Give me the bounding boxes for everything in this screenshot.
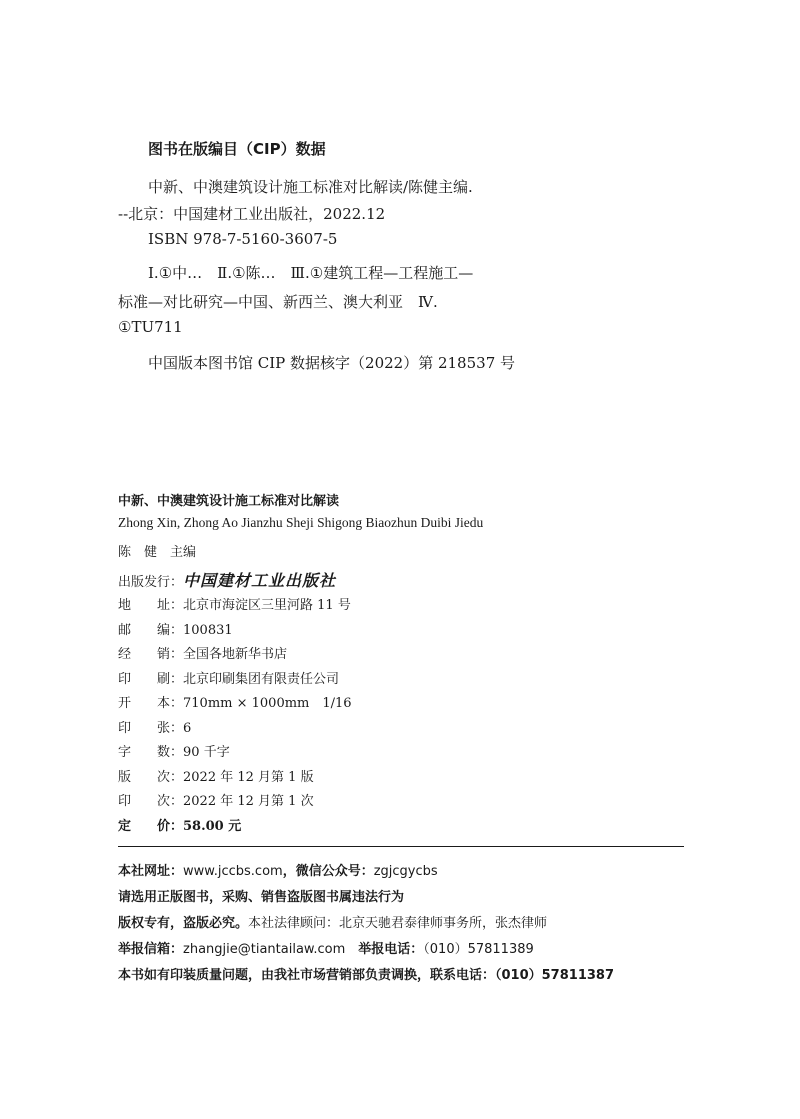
legal-counsel: 本社法律顾问：北京天驰君泰律师事务所，张杰律师 (248, 916, 548, 931)
wechat-label: ，微信公众号： (282, 864, 374, 879)
cip-subject-line1: Ⅰ.①中… Ⅱ.①陈… Ⅲ.①建筑工程—工程施工— (148, 264, 474, 282)
colophon-field-row (118, 790, 314, 809)
colophon-field-row (118, 668, 339, 687)
cip-entry-line2: --北京：中国建材工业出版社，2022.12 (118, 205, 386, 223)
cip-heading: 图书在版编目（CIP）数据 (148, 140, 326, 158)
report-row (118, 938, 534, 957)
colophon-field-label: 版 次： (118, 769, 184, 785)
copyright-notice: 版权专有，盗版必究。 (118, 916, 249, 931)
colophon-field-label: 开 本： (118, 696, 184, 711)
website-url[interactable]: www.jccbs.com (183, 864, 283, 879)
colophon-field-value: 2022 年 12 月第 1 次 (183, 794, 314, 809)
colophon-field-label: 定 价： (118, 818, 184, 834)
cip-isbn: ISBN 978-7-5160-3607-5 (148, 230, 338, 248)
colophon-field-value: 北京印刷集团有限责任公司 (183, 671, 340, 687)
wechat-account: zgjcgycbs (373, 864, 438, 879)
print-issue-notice: 本书如有印装质量问题，由我社市场营销部负责调换，联系电话：（010）57811387 (118, 968, 614, 983)
colophon-field-row (118, 741, 230, 760)
divider-line (118, 846, 684, 847)
book-title: 中新、中澳建筑设计施工标准对比解读 (118, 494, 340, 509)
colophon-field-label: 印 刷： (118, 671, 184, 687)
colophon-field-label: 字 数： (118, 745, 184, 760)
colophon-field-value: 6 (183, 720, 192, 736)
colophon-field-value: 58.00 元 (183, 818, 242, 834)
colophon-field-label: 地 址： (118, 598, 184, 613)
cip-subject-line2: 标准—对比研究—中国、新西兰、澳大利亚 Ⅳ. (118, 293, 438, 311)
colophon-field-value: 90 千字 (183, 745, 230, 760)
colophon-field-row (118, 766, 314, 785)
piracy-notice: 请选用正版图书，采购、销售盗版图书属违法行为 (118, 890, 405, 905)
colophon-field-label: 邮 编： (118, 622, 184, 638)
colophon-field-row (118, 692, 352, 711)
colophon-field-row (118, 594, 351, 613)
colophon-field-label: 印 次： (118, 794, 184, 809)
report-phone: （010）57811389 (423, 942, 534, 957)
report-phone-label: 举报电话： (345, 942, 424, 957)
publisher-label: 出版发行： (118, 575, 184, 590)
report-email-label: 举报信箱： (118, 942, 184, 957)
colophon-field-row (118, 643, 287, 662)
colophon-field-value: 2022 年 12 月第 1 版 (183, 769, 314, 785)
colophon-field-row (118, 815, 241, 834)
website-label: 本社网址： (118, 864, 184, 879)
colophon-field-value: 710mm × 1000mm 1/16 (183, 696, 352, 711)
editor: 陈 健 主编 (118, 545, 197, 560)
colophon-field-label: 印 张： (118, 720, 184, 736)
colophon-field-row (118, 717, 191, 736)
publisher-logo: 中国建材工业出版社 (183, 571, 337, 590)
publisher-row (118, 568, 336, 591)
colophon-field-value: 全国各地新华书店 (183, 647, 288, 662)
website-row (118, 860, 438, 879)
colophon-field-label: 经 销： (118, 647, 184, 662)
report-email[interactable]: zhangjie@tiantailaw.com (183, 942, 346, 957)
colophon-field-value: 北京市海淀区三里河路 11 号 (183, 598, 351, 613)
book-title-pinyin: Zhong Xin, Zhong Ao Jianzhu Sheji Shigong Biaozhun Duibi Jiedu (118, 515, 484, 530)
cip-subject-line3: ①TU711 (118, 318, 183, 336)
colophon-field-row (118, 619, 233, 638)
cip-entry-line1: 中新、中澳建筑设计施工标准对比解读/陈健主编. (148, 178, 473, 196)
colophon-field-value: 100831 (183, 622, 233, 638)
cip-record-number: 中国版本图书馆 CIP 数据核字（2022）第 218537 号 (148, 354, 516, 372)
copyright-row (118, 912, 547, 931)
